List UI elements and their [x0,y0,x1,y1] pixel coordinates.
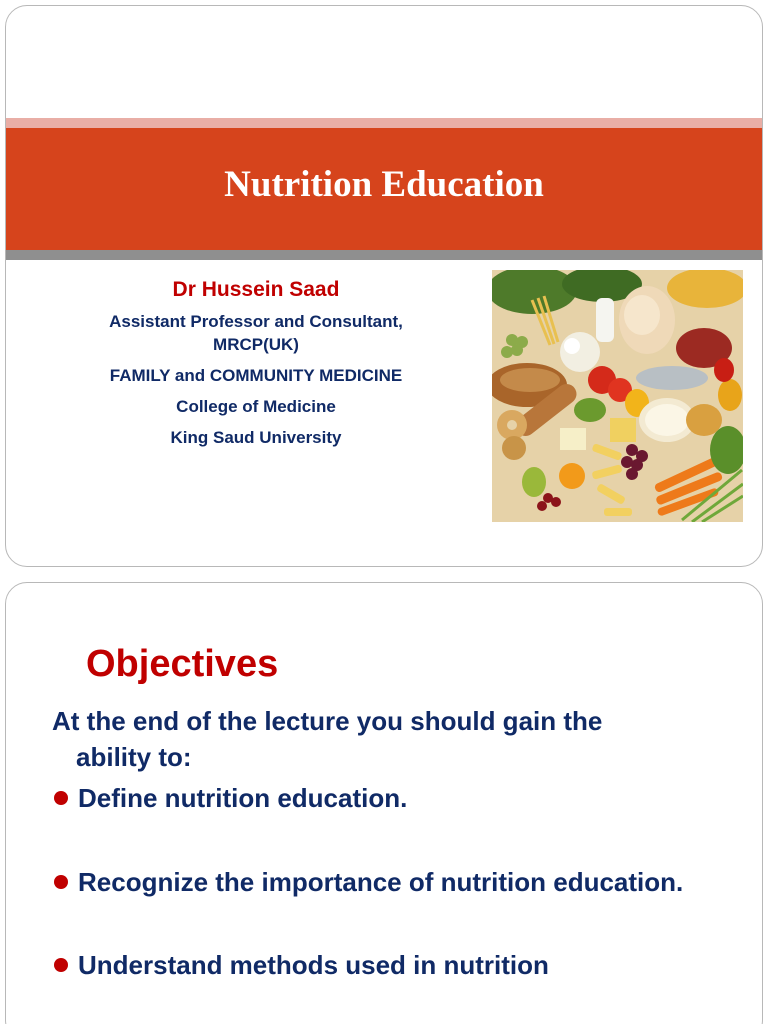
affiliation-credential: MRCP(UK) [213,335,299,354]
bullet-text: Recognize the importance of nutrition education. [78,867,684,897]
bullet-dot-icon [54,875,68,889]
list-item [52,948,742,983]
affiliation-university: King Saud University [170,428,342,447]
list-item [52,781,742,816]
affiliation-department: FAMILY and COMMUNITY MEDICINE [109,366,403,385]
title-slide [5,5,763,567]
intro-line-1: At the end of the lecture you should gain the [52,706,603,736]
objectives-slide [5,582,763,1024]
food-assortment-photo [492,270,743,522]
bullet-dot-icon [54,791,68,805]
food-illustration-icon [492,270,743,522]
intro-line-2: ability to: [76,742,192,772]
list-item [52,865,742,900]
affiliation-college: College of Medicine [176,397,336,416]
author-name: Dr Hussein Saad [172,278,340,301]
title-band-bottom-stripe [6,250,762,260]
title-band-top-stripe [6,118,762,128]
bullet-dot-icon [54,958,68,972]
bullet-text: Define nutrition education. [78,783,408,813]
author-block [46,276,466,457]
objectives-heading: Objectives [86,643,279,685]
objectives-intro [52,703,742,775]
objectives-list [52,781,742,983]
slide-title: Nutrition Education [224,164,544,205]
bullet-text: Understand methods used in nutrition [78,950,549,980]
affiliation-title: Assistant Professor and Consultant, [109,312,403,331]
